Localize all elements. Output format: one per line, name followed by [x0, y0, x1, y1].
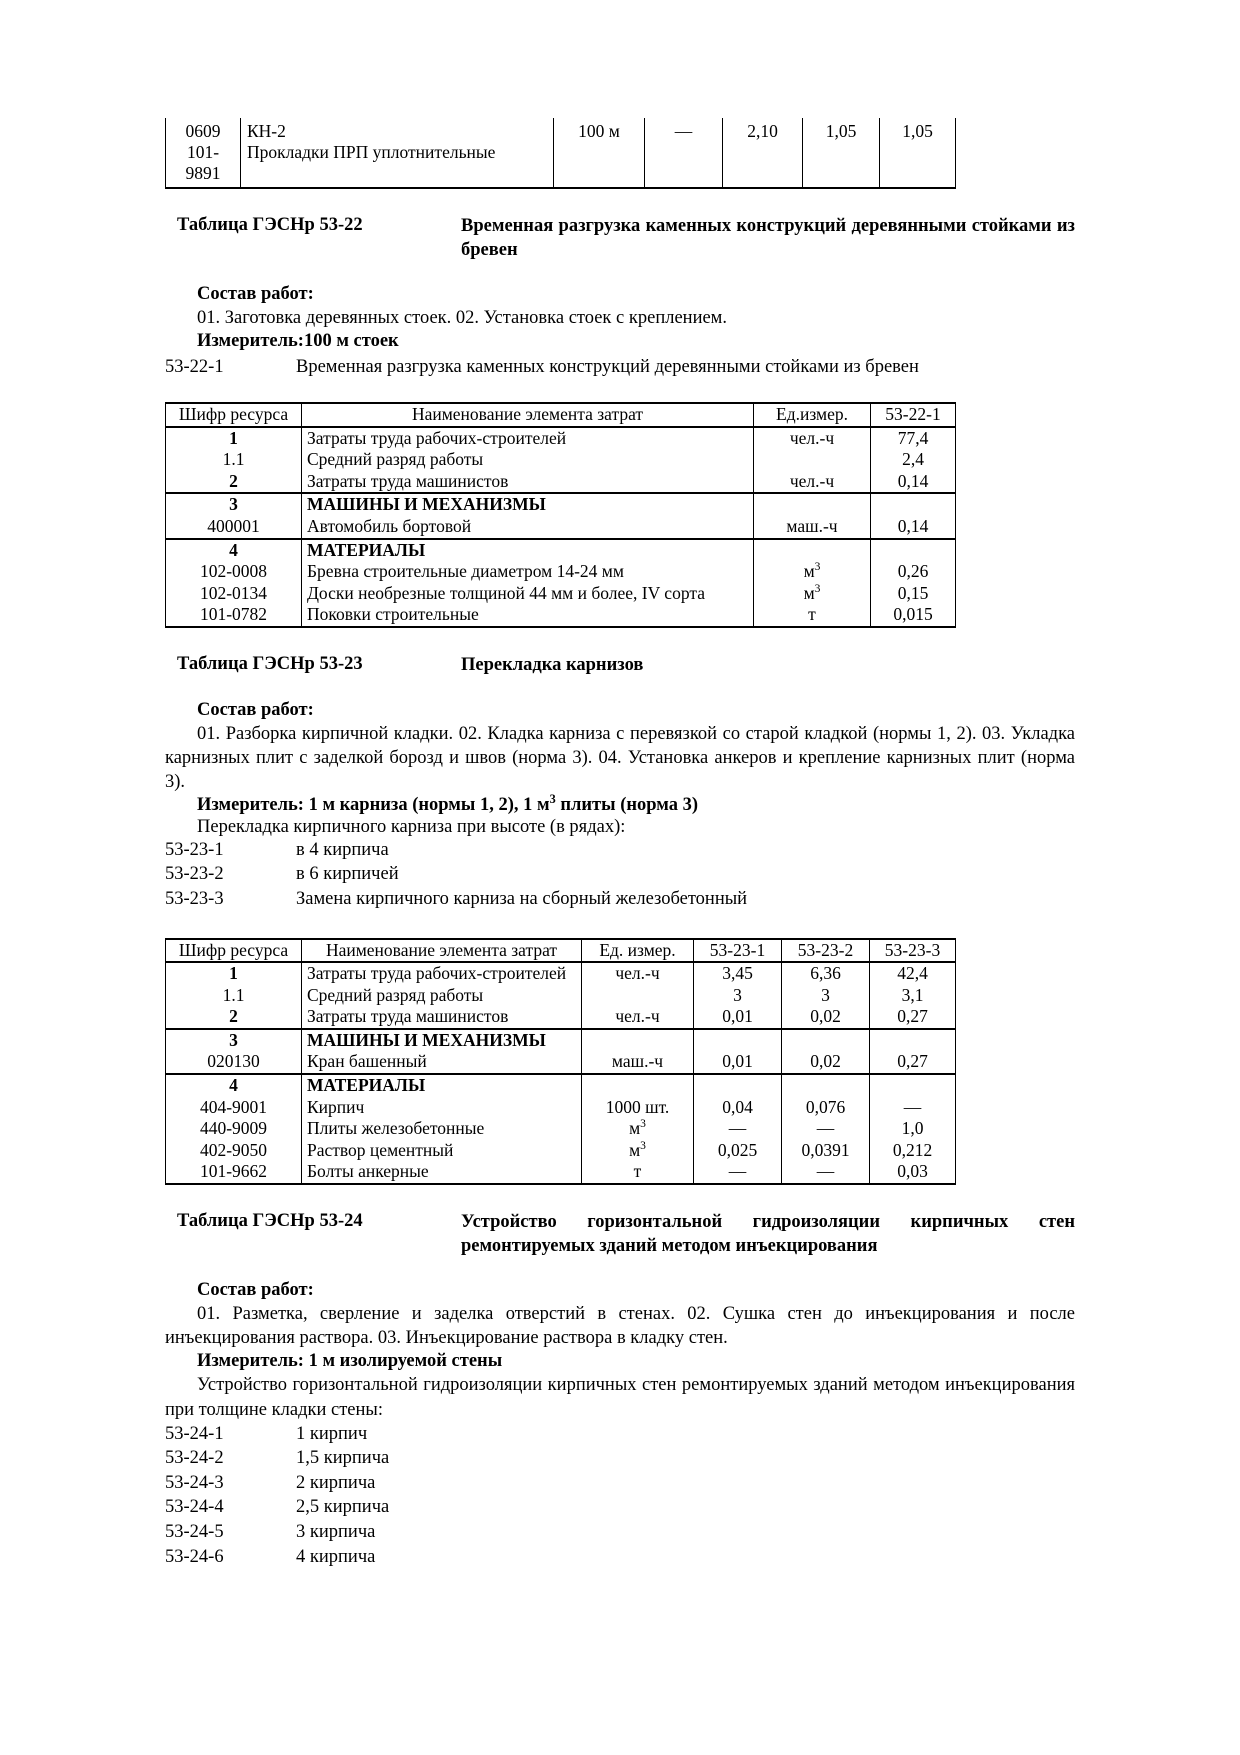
value-cell-1: 0,04	[694, 1097, 782, 1119]
table-group-row-machines	[166, 1029, 956, 1052]
izmeritel-53-24: Измеритель: 1 м изолируемой стены	[197, 1351, 503, 1372]
resource-code-cell: 101-9662	[166, 1161, 302, 1184]
unit-cell: т	[754, 604, 871, 627]
value-cell-1: 3,45	[694, 962, 782, 985]
resource-name-line2: Прокладки ПРП уплотнительные	[247, 142, 496, 162]
value-cell-2: 0,0391	[782, 1140, 870, 1162]
unit-cell: маш.-ч	[582, 1051, 694, 1074]
value-cell-1: 0,01	[694, 1006, 782, 1029]
norm-text: 1,5 кирпича	[296, 1448, 390, 1469]
table-group-row-machines	[166, 493, 956, 516]
table-row	[166, 516, 956, 539]
value-cell-2: 6,36	[782, 962, 870, 985]
resource-name-line1: КН-2	[247, 121, 286, 141]
unit-cell: т	[582, 1161, 694, 1184]
resource-table-53-22	[165, 402, 956, 628]
norm-text: в 4 кирпича	[296, 839, 389, 860]
resource-name-cell: Кирпич	[302, 1097, 582, 1119]
izmeritel-53-23	[165, 791, 1075, 816]
unit-cell	[754, 449, 871, 471]
sostav-label-53-23: Состав работ:	[197, 699, 314, 720]
value-cell-4: 1,05	[880, 118, 956, 188]
resource-name-cell: Раствор цементный	[302, 1140, 582, 1162]
section-heading-53-23	[165, 654, 1075, 678]
header-norm-53-23-3: 53-23-3	[870, 939, 956, 963]
norm-text: в 6 кирпичей	[296, 864, 399, 885]
value-cell-1: 0,025	[694, 1140, 782, 1162]
resource-code-cell: 2	[166, 471, 302, 494]
header-element-name: Наименование элемента затрат	[302, 939, 582, 963]
value-cell-2: 0,02	[782, 1006, 870, 1029]
resource-name-cell: Автомобиль бортовой	[302, 516, 754, 539]
norm-text: Замена кирпичного карниза на сборный железобетонный	[296, 888, 748, 909]
header-unit: Ед.измер.	[754, 403, 871, 427]
group-title-cell: МАШИНЫ И МЕХАНИЗМЫ	[302, 493, 754, 516]
table-row	[166, 962, 956, 985]
table-row	[166, 1051, 956, 1074]
value-cell-1: —	[694, 1161, 782, 1184]
table-label-53-24: Таблица ГЭСНр 53-24	[177, 1211, 363, 1232]
unit-cell: $м^3$	[582, 1140, 694, 1162]
value-cell	[871, 539, 956, 562]
izmeritel-53-22: Измеритель:100 м стоек	[197, 331, 399, 352]
group-title-cell: МАШИНЫ И МЕХАНИЗМЫ	[302, 1029, 582, 1052]
resource-code-cell: 4	[166, 1074, 302, 1097]
unit-cell: чел.-ч	[754, 471, 871, 494]
norm-text: 2 кирпича	[296, 1472, 376, 1493]
lead-text-53-24: Устройство горизонтальной гидроизоляции кирпичных стен ремонтируемых зданий методом инъекцирования при толщине кладки стены:	[165, 1375, 1075, 1420]
header-norm-53-23-2: 53-23-2	[782, 939, 870, 963]
value-cell-2: —	[782, 1118, 870, 1140]
table-row	[166, 1161, 956, 1184]
norm-text: 4 кирпича	[296, 1546, 376, 1567]
value-cell: 2,4	[871, 449, 956, 471]
norm-code: 53-24-1	[165, 1423, 224, 1444]
table-title-53-24: Устройство горизонтальной гидроизоляции кирпичных стен ремонтируемых зданий методом инъекцирования	[461, 1212, 1075, 1256]
table-label-53-23: Таблица ГЭСНр 53-23	[177, 653, 363, 674]
table-label-53-22: Таблица ГЭСНр 53-22	[177, 215, 363, 235]
resource-code-cell: 0609 101-9891	[166, 118, 241, 188]
table-group-row-materials	[166, 539, 956, 562]
resource-code-cell: 1	[166, 427, 302, 450]
group-title-cell: МАТЕРИАЛЫ	[302, 1074, 582, 1097]
value-cell-2: 0,02	[782, 1051, 870, 1074]
table-row	[166, 427, 956, 450]
resource-name-cell: Доски необрезные толщиной 44 мм и более, IV сорта	[302, 583, 754, 605]
resource-code-cell: 3	[166, 1029, 302, 1052]
resource-code-cell: 101-0782	[166, 604, 302, 627]
resource-name-cell: Кран башенный	[302, 1051, 582, 1074]
header-unit: Ед. измер.	[582, 939, 694, 963]
norm-code: 53-24-2	[165, 1448, 224, 1469]
resource-code-cell: 1.1	[166, 449, 302, 471]
value-cell-1: 0,01	[694, 1051, 782, 1074]
resource-code-cell: 102-0134	[166, 583, 302, 605]
value-cell-3: 0,27	[870, 1006, 956, 1029]
value-cell-1: —	[645, 118, 723, 188]
table-row	[166, 1118, 956, 1140]
resource-code-cell: 1	[166, 962, 302, 985]
unit-cell: чел.-ч	[582, 1006, 694, 1029]
resource-code-cell: 400001	[166, 516, 302, 539]
norm-row-53-22-1	[165, 355, 1075, 380]
resource-code-cell: 102-0008	[166, 561, 302, 583]
norm-row-53-24-1	[165, 1422, 1075, 1447]
header-norm-53-22-1: 53-22-1	[871, 403, 956, 427]
norm-row-53-24-4	[165, 1495, 1075, 1520]
table-row	[166, 604, 956, 627]
value-cell-1: 3	[694, 985, 782, 1007]
section-heading-53-24	[165, 1211, 1075, 1258]
resource-name-cell: Плиты железобетонные	[302, 1118, 582, 1140]
resource-name-cell: Болты анкерные	[302, 1161, 582, 1184]
table-row	[166, 1006, 956, 1029]
norm-row-53-24-3	[165, 1471, 1075, 1496]
table-row	[166, 1140, 956, 1162]
value-cell-3: 1,0	[870, 1118, 956, 1140]
value-cell-1: —	[694, 1118, 782, 1140]
izmeritel-post: плиты (норма 3)	[555, 794, 699, 815]
value-cell-3: 0,212	[870, 1140, 956, 1162]
norm-row-53-24-5	[165, 1520, 1075, 1545]
value-cell-2	[782, 1029, 870, 1052]
resource-name-cell: Затраты труда рабочих-строителей	[302, 427, 754, 450]
value-cell-3	[870, 1029, 956, 1052]
resource-code-cell: 404-9001	[166, 1097, 302, 1119]
norm-text: 2,5 кирпича	[296, 1497, 390, 1518]
table-header-row	[166, 403, 956, 427]
unit-cell: 100 м	[554, 118, 645, 188]
value-cell-2: 0,076	[782, 1097, 870, 1119]
unit-cell: $м^3$	[582, 1118, 694, 1140]
group-title-cell: МАТЕРИАЛЫ	[302, 539, 754, 562]
table-row	[166, 1097, 956, 1119]
value-cell-1	[694, 1074, 782, 1097]
resource-name-cell: Затраты труда машинистов	[302, 471, 754, 494]
resource-name-cell: Средний разряд работы	[302, 449, 754, 471]
izmeritel-sup: 3	[549, 791, 556, 806]
value-cell: 0,14	[871, 516, 956, 539]
resource-code-cell: 020130	[166, 1051, 302, 1074]
izmeritel-pre: Измеритель: 1 м карниза (нормы 1, 2), 1 м	[197, 794, 550, 815]
value-cell-3: 0,27	[870, 1051, 956, 1074]
value-cell: 77,4	[871, 427, 956, 450]
section-heading-53-22	[165, 215, 1075, 262]
resource-name-cell: Затраты труда машинистов	[302, 1006, 582, 1029]
value-cell: 0,015	[871, 604, 956, 627]
value-cell-3: 3,1	[870, 985, 956, 1007]
resource-code-cell: 440-9009	[166, 1118, 302, 1140]
resource-code-cell: 1.1	[166, 985, 302, 1007]
value-cell-3: —	[870, 1097, 956, 1119]
header-element-name: Наименование элемента затрат	[302, 403, 754, 427]
header-norm-53-23-1: 53-23-1	[694, 939, 782, 963]
resource-name-cell: Бревна строительные диаметром 14-24 мм	[302, 561, 754, 583]
norm-row-53-24-6	[165, 1545, 1075, 1570]
norm-code: 53-23-1	[165, 839, 224, 860]
norm-text: 1 кирпич	[296, 1423, 368, 1444]
unit-cell	[582, 985, 694, 1007]
sostav-text-53-22: 01. Заготовка деревянных стоек. 02. Установка стоек с креплением.	[197, 308, 728, 329]
resource-name-cell	[241, 118, 554, 188]
norm-code: 53-23-3	[165, 888, 224, 909]
unit-cell: $м^3$	[754, 583, 871, 605]
unit-cell	[582, 1029, 694, 1052]
value-cell	[871, 493, 956, 516]
sostav-text-53-24: 01. Разметка, сверление и заделка отверстий в стенах. 02. Сушка стен до инъекцирования и после инъекцирования раствора. 03. Инъекцирование раствора в кладку стен.	[165, 1304, 1075, 1349]
unit-cell: маш.-ч	[754, 516, 871, 539]
value-cell-2: —	[782, 1161, 870, 1184]
unit-cell: чел.-ч	[754, 427, 871, 450]
value-cell-1	[694, 1029, 782, 1052]
value-cell: 0,15	[871, 583, 956, 605]
table-title-53-23: Перекладка карнизов	[461, 654, 644, 675]
value-cell: 0,14	[871, 471, 956, 494]
unit-cell: 1000 шт.	[582, 1097, 694, 1119]
resource-code-cell: 3	[166, 493, 302, 516]
resource-name-cell: Поковки строительные	[302, 604, 754, 627]
resource-table-53-23	[165, 938, 956, 1186]
norm-text: Временная разгрузка каменных конструкций деревянными стойками из бревен	[296, 357, 919, 378]
table-row	[166, 471, 956, 494]
table-row	[166, 118, 956, 188]
unit-cell	[582, 1074, 694, 1097]
resource-code-cell: 402-9050	[166, 1140, 302, 1162]
table-title-53-22: Временная разгрузка каменных конструкций деревянными стойками из бревен	[461, 216, 1075, 260]
value-cell-3: 0,03	[870, 1161, 956, 1184]
norm-code: 53-24-3	[165, 1472, 224, 1493]
unit-cell: чел.-ч	[582, 962, 694, 985]
sostav-label-53-24: Состав работ:	[197, 1280, 314, 1301]
sostav-label-53-22: Состав работ:	[197, 284, 314, 305]
header-resource-code: Шифр ресурса	[166, 403, 302, 427]
table-header-row	[166, 939, 956, 963]
norm-code: 53-23-2	[165, 864, 224, 885]
value-cell-3	[870, 1074, 956, 1097]
header-resource-code: Шифр ресурса	[166, 939, 302, 963]
value-cell-2	[782, 1074, 870, 1097]
unit-cell: $м^3$	[754, 561, 871, 583]
sostav-text-53-23: 01. Разборка кирпичной кладки. 02. Кладка карниза с перевязкой со старой кладкой (нормы 1, 2). 03. Укладка карнизных плит с заделкой борозд и швов (норма 3). 04. Установка анкеров и крепление карнизных плит (норма 3).	[165, 723, 1075, 792]
unit-cell	[754, 539, 871, 562]
resource-name-cell: Средний разряд работы	[302, 985, 582, 1007]
norm-code: 53-24-4	[165, 1497, 224, 1518]
table-row	[166, 561, 956, 583]
norm-row-53-23-3	[165, 887, 1075, 912]
norm-row-53-24-2	[165, 1446, 1075, 1471]
resource-name-cell: Затраты труда рабочих-строителей	[302, 962, 582, 985]
value-cell-3: 1,05	[803, 118, 880, 188]
unit-cell	[754, 493, 871, 516]
value-cell-3: 42,4	[870, 962, 956, 985]
table-row	[166, 583, 956, 605]
value-cell-2: 2,10	[723, 118, 803, 188]
norm-text: 3 кирпича	[296, 1521, 376, 1542]
table-group-row-materials	[166, 1074, 956, 1097]
value-cell: 0,26	[871, 561, 956, 583]
norm-row-53-23-2	[165, 862, 1075, 887]
norm-code: 53-24-5	[165, 1521, 224, 1542]
norm-code: 53-24-6	[165, 1546, 224, 1567]
lead-text-53-23: Перекладка кирпичного карниза при высоте (в рядах):	[197, 816, 626, 837]
value-cell-2: 3	[782, 985, 870, 1007]
table-row	[166, 985, 956, 1007]
norm-code: 53-22-1	[165, 357, 224, 378]
resource-code-cell: 2	[166, 1006, 302, 1029]
resource-code-cell: 4	[166, 539, 302, 562]
table-row	[166, 449, 956, 471]
continuation-table	[165, 118, 956, 189]
norm-row-53-23-1	[165, 838, 1075, 863]
